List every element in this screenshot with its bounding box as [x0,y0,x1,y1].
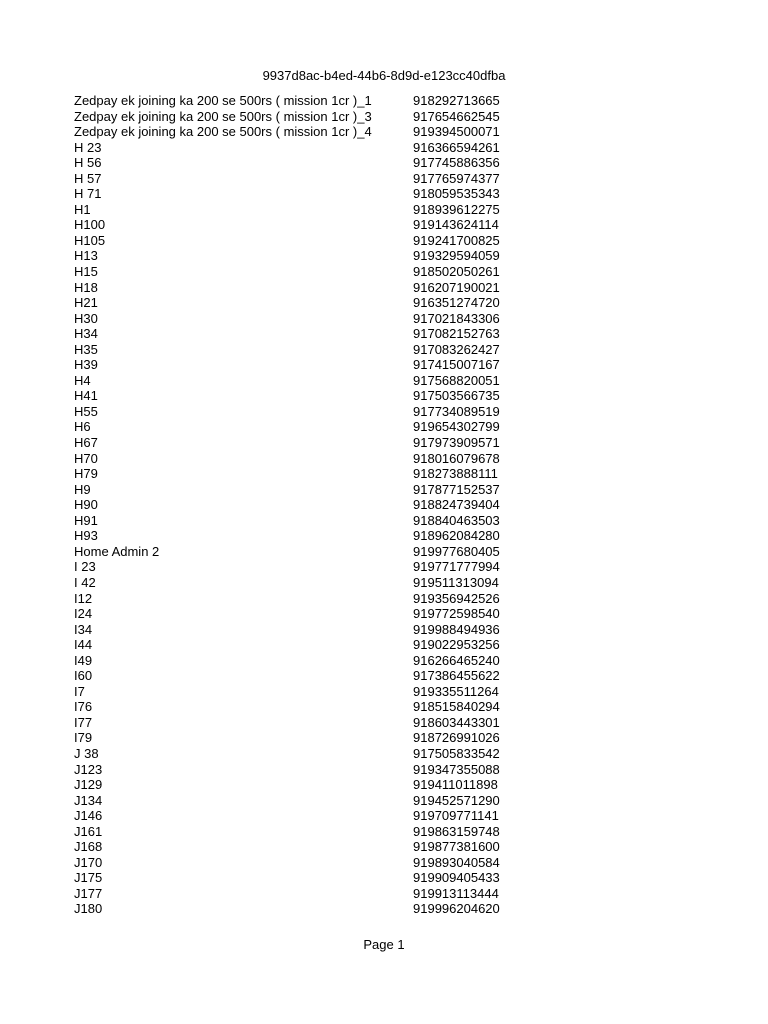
contact-name: Zedpay ek joining ka 200 se 500rs ( mission 1cr )_4 [74,124,372,140]
contact-name: H35 [74,341,98,357]
phone-number: 916207190021 [413,279,500,295]
list-item [74,730,514,746]
contact-name: J177 [74,885,103,901]
phone-number: 919909405433 [413,870,500,886]
contact-name: I76 [74,699,93,715]
contact-name: H15 [74,264,98,280]
list-item [74,155,514,171]
contact-name: Home Admin 2 [74,543,160,559]
phone-number: 916266465240 [413,652,500,668]
contact-name: Zedpay ek joining ka 200 se 500rs ( mission 1cr )_1 [74,93,372,108]
contact-name: H4 [74,372,91,388]
list-item [74,855,514,871]
phone-number: 919709771141 [413,808,499,824]
phone-number: 917505833542 [413,745,500,761]
contact-name: J134 [74,792,103,808]
list-item [74,824,514,840]
contact-name: H21 [74,295,98,311]
contact-name: J129 [74,777,103,793]
contact-name: I 42 [74,574,96,590]
contact-name: J 38 [74,745,99,761]
phone-number: 917415007167 [413,357,500,373]
list-item [74,388,514,404]
phone-number: 918059535343 [413,186,500,202]
list-item [74,357,514,373]
phone-number: 917082152763 [413,326,500,342]
phone-number: 918726991026 [413,730,500,746]
contact-name: I77 [74,714,93,730]
list-item [74,186,514,202]
list-item [74,497,514,513]
list-item [74,762,514,778]
contact-name: H93 [74,528,98,544]
list-item [74,93,514,109]
list-item [74,435,514,451]
phone-number: 919772598540 [413,606,500,622]
phone-number: 919988494936 [413,621,500,637]
list-item [74,482,514,498]
contact-name: H9 [74,481,91,497]
phone-number: 918603443301 [413,714,500,730]
phone-number: 917503566735 [413,388,500,404]
phone-number: 919452571290 [413,792,500,808]
page-number: Page 1 [363,937,405,952]
contact-name: I49 [74,652,93,668]
contact-name: J161 [74,823,103,839]
list-item [74,295,514,311]
list-item [74,171,514,187]
phone-number: 918515840294 [413,699,500,715]
phone-number: 919329594059 [413,248,500,264]
list-item [74,684,514,700]
contact-name: I12 [74,590,93,606]
phone-number: 919996204620 [413,901,500,917]
contact-name: I60 [74,668,93,684]
contact-name: Zedpay ek joining ka 200 se 500rs ( mission 1cr )_3 [74,108,372,124]
phone-number: 918016079678 [413,450,500,466]
list-item [74,248,514,264]
phone-number: 919022953256 [413,637,500,653]
list-item [74,311,514,327]
contact-list [74,93,514,917]
contact-name: H 56 [74,155,102,171]
contact-name: I34 [74,621,93,637]
list-item [74,606,514,622]
list-item [74,419,514,435]
phone-number: 917745886356 [413,155,500,171]
list-item [74,901,514,917]
list-item [74,575,514,591]
phone-number: 919335511264 [413,683,499,699]
list-item [74,466,514,482]
phone-number: 918292713665 [413,93,500,108]
phone-number: 917734089519 [413,403,500,419]
contact-name: H70 [74,450,98,466]
phone-number: 917568820051 [413,372,500,388]
contact-name: H100 [74,217,106,233]
list-item [74,342,514,358]
contact-name: H34 [74,326,98,342]
phone-number: 919356942526 [413,590,500,606]
contact-name: I79 [74,730,93,746]
phone-number: 919394500071 [413,124,500,140]
phone-number: 919241700825 [413,232,500,248]
phone-number: 917083262427 [413,341,500,357]
phone-number: 918840463503 [413,512,500,528]
list-item [74,140,514,156]
list-item [74,746,514,762]
contact-name: H67 [74,435,98,451]
phone-number: 916351274720 [413,295,500,311]
list-item [74,622,514,638]
phone-number: 919893040584 [413,854,500,870]
contact-name: J170 [74,854,103,870]
list-item [74,373,514,389]
contact-name: H18 [74,279,98,295]
list-item [74,637,514,653]
phone-number: 917765974377 [413,170,500,186]
contact-name: H13 [74,248,98,264]
contact-name: J168 [74,839,103,855]
list-item [74,793,514,809]
phone-number: 917386455622 [413,668,500,684]
list-item [74,715,514,731]
list-item [74,280,514,296]
phone-number: 918962084280 [413,528,500,544]
contact-name: H91 [74,512,98,528]
list-item [74,668,514,684]
contact-name: J180 [74,901,103,917]
list-item [74,233,514,249]
contact-name: H79 [74,466,98,482]
contact-name: I7 [74,683,85,699]
list-item [74,109,514,125]
phone-number: 919511313094 [413,574,499,590]
list-item [74,124,514,140]
list-item [74,777,514,793]
list-item [74,264,514,280]
list-item [74,513,514,529]
list-item [74,870,514,886]
contact-name: H39 [74,357,98,373]
phone-number: 918273888111 [413,466,498,482]
list-item [74,326,514,342]
list-item [74,404,514,420]
phone-number: 919771777994 [413,559,500,575]
contact-name: H1 [74,201,91,217]
contact-name: H30 [74,310,98,326]
list-item [74,202,514,218]
list-item [74,217,514,233]
contact-name: H 57 [74,170,102,186]
phone-number: 917021843306 [413,310,500,326]
contact-name: J175 [74,870,103,886]
list-item [74,544,514,560]
phone-number: 919654302799 [413,419,500,435]
phone-number: 919411011898 [413,777,498,793]
list-item [74,839,514,855]
phone-number: 919877381600 [413,839,500,855]
page-title: 9937d8ac-b4ed-44b6-8d9d-e123cc40dfba [262,68,506,83]
list-item [74,591,514,607]
phone-number: 918502050261 [413,264,500,280]
phone-number: 919143624114 [413,217,499,233]
contact-name: H 23 [74,139,102,155]
phone-number: 919347355088 [413,761,500,777]
contact-name: H 71 [74,186,102,202]
phone-number: 917654662545 [413,108,500,124]
phone-number: 919913113444 [413,885,499,901]
phone-number: 916366594261 [413,139,500,155]
contact-name: H105 [74,232,106,248]
contact-name: H41 [74,388,98,404]
contact-name: H6 [74,419,91,435]
phone-number: 919977680405 [413,543,500,559]
contact-name: J146 [74,808,103,824]
list-item [74,451,514,467]
list-item [74,559,514,575]
contact-name: H55 [74,403,98,419]
list-item [74,528,514,544]
contact-name: J123 [74,761,103,777]
phone-number: 917877152537 [413,481,500,497]
contact-name: I 23 [74,559,96,575]
list-item [74,886,514,902]
phone-number: 918939612275 [413,201,500,217]
contact-name: H90 [74,497,98,513]
phone-number: 918824739404 [413,497,500,513]
phone-number: 919863159748 [413,823,500,839]
list-item [74,808,514,824]
contact-name: I24 [74,606,93,622]
phone-number: 917973909571 [413,435,500,451]
list-item [74,699,514,715]
list-item [74,653,514,669]
contact-name: I44 [74,637,93,653]
